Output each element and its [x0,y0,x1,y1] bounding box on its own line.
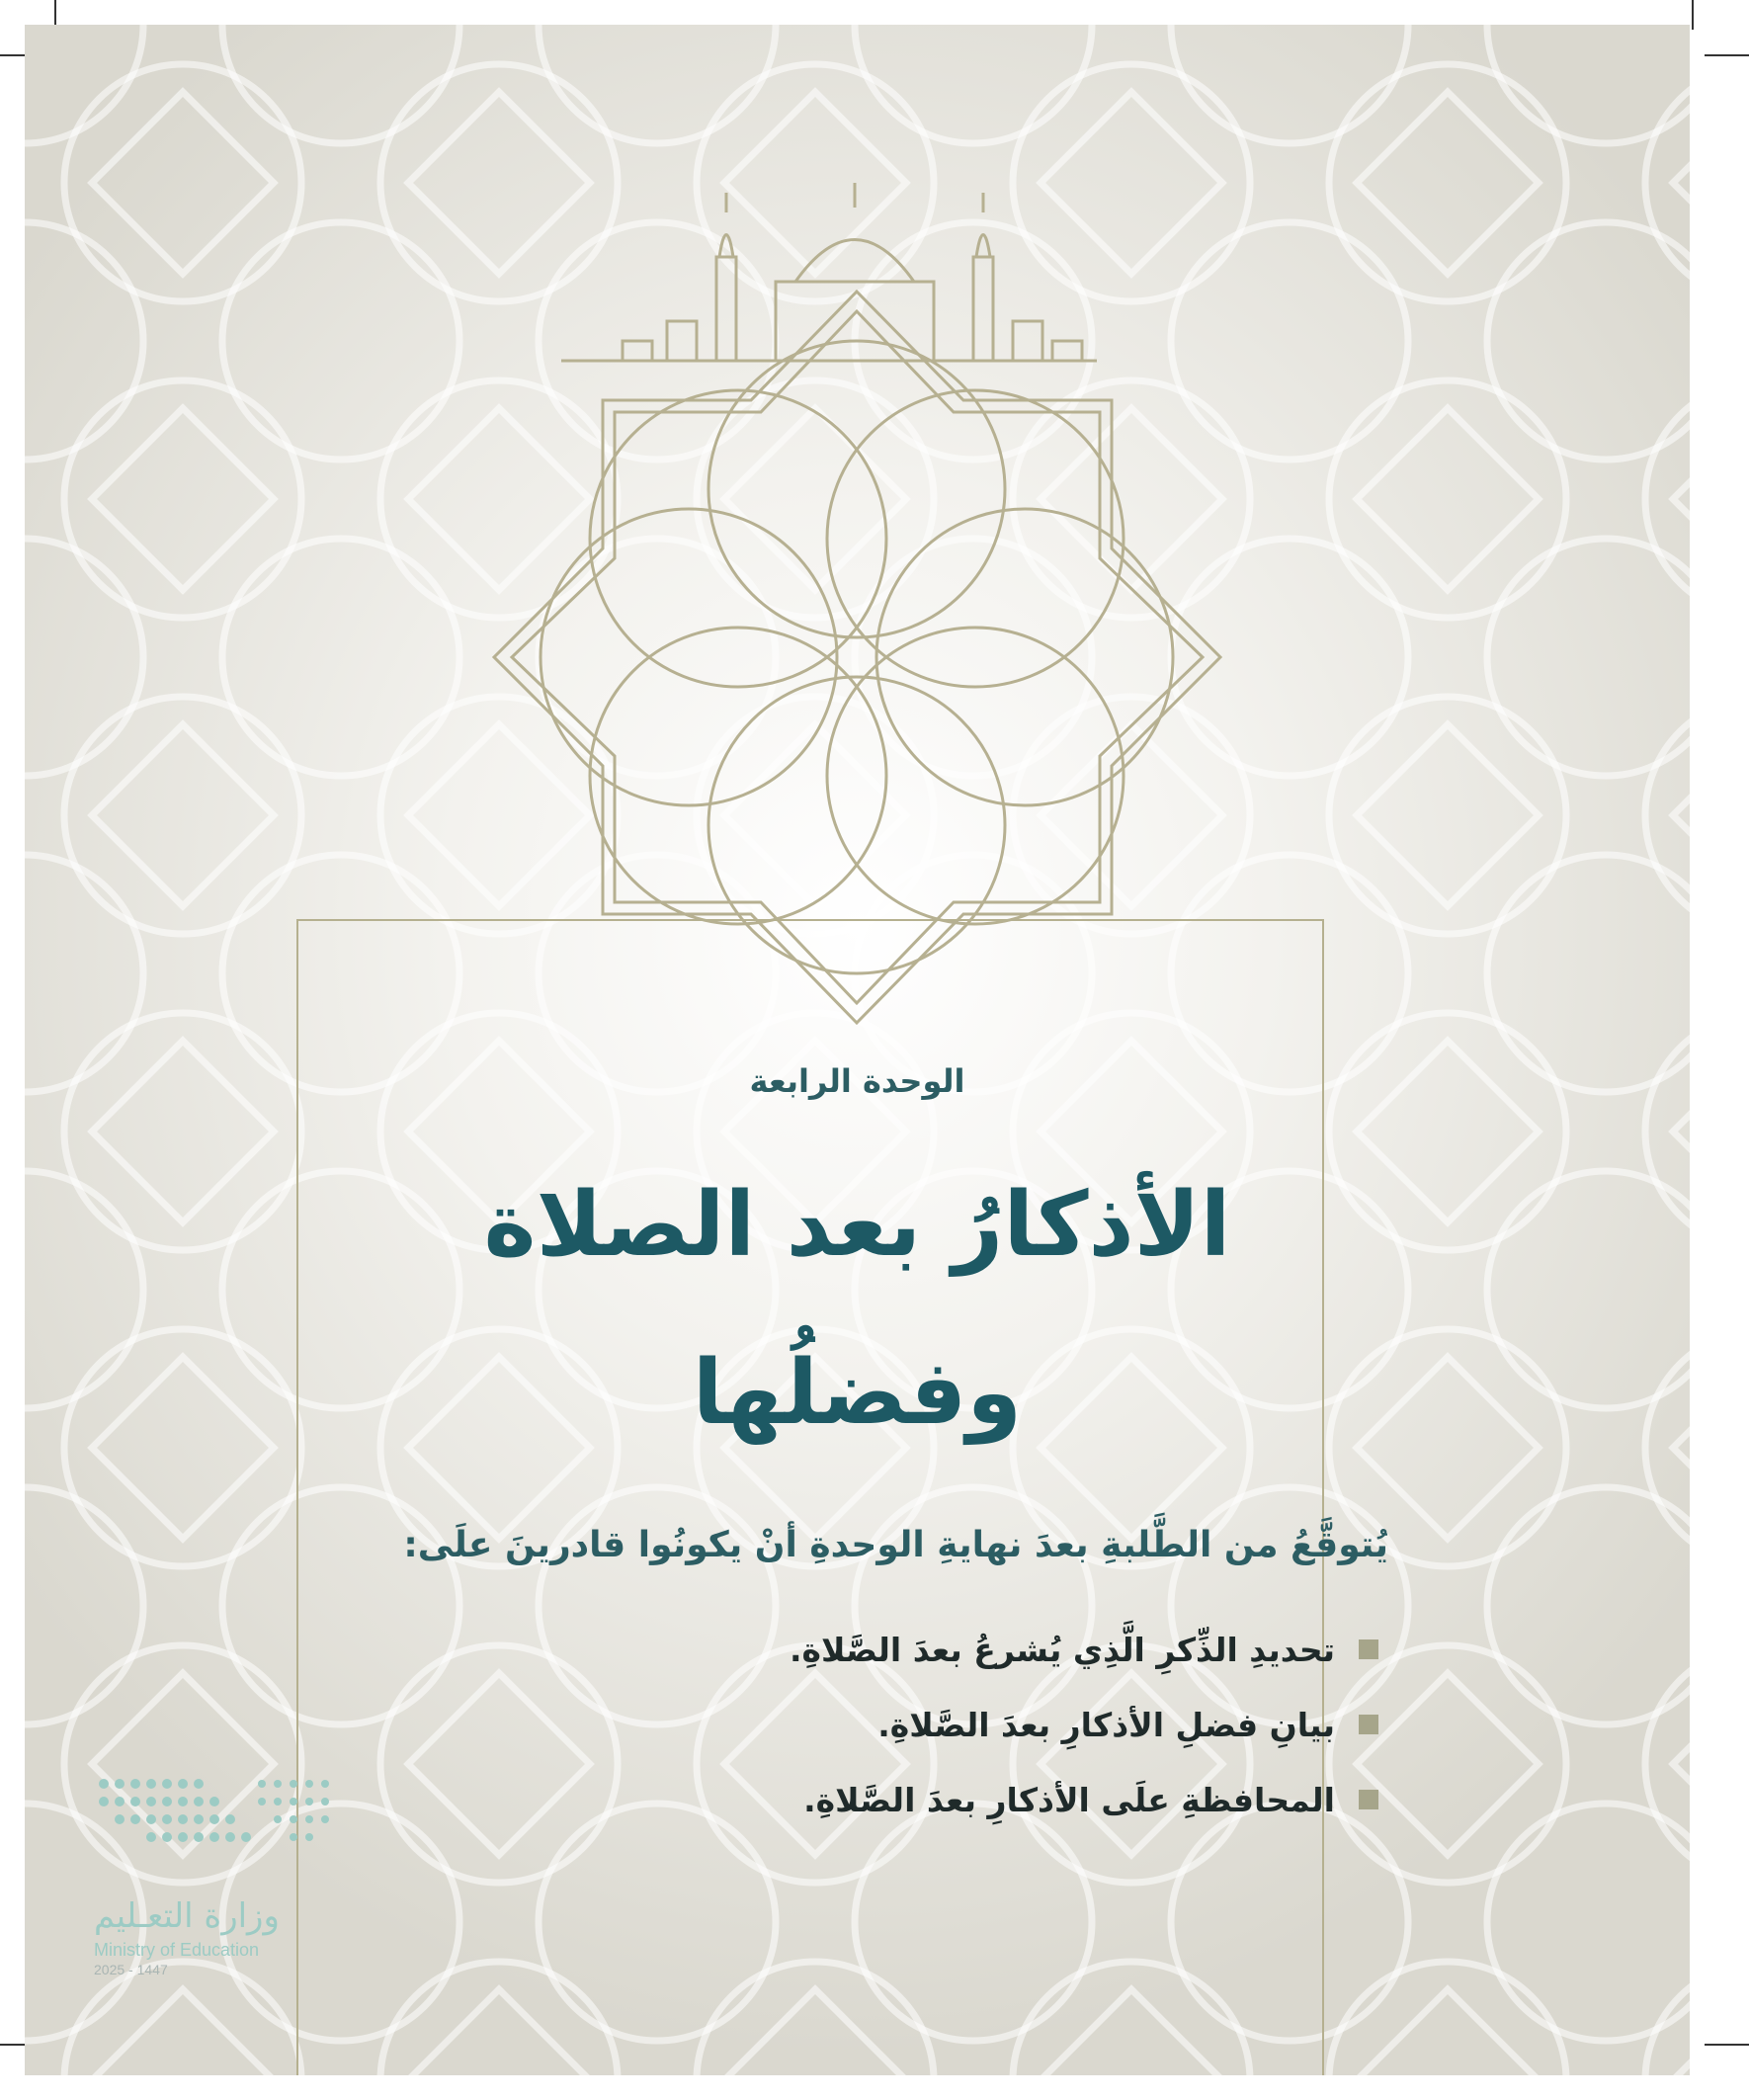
ministry-logo [94,1774,361,1977]
unit-title-line-2: وفضلُها [692,1341,1023,1445]
objective-text: بيانِ فضلِ الأذكارِ بعدَ الصَّلاةِ. [877,1705,1335,1744]
outcomes-intro: يُتوقَّعُ من الطَّلبةِ بعدَ نهايةِ الوحدةِ أنْ يكونُوا قادرينَ علَى: [403,1525,1388,1565]
objective-text: المحافظةِ علَى الأذكارِ بعدَ الصَّلاةِ. [803,1780,1335,1819]
objectives-list [790,1612,1378,1837]
ministry-name-arabic: وزارة التعـليم [94,1896,280,1936]
mosque-icon [561,183,1097,361]
square-bullet-icon [1359,1639,1378,1659]
unit-title-line-1: الأذكارُ بعد الصلاة [483,1173,1231,1277]
frame-top-line [296,919,1324,921]
list-item [790,1762,1378,1837]
ministry-dots-icon [94,1774,341,1863]
ministry-name-english: Ministry of Education [94,1940,260,1960]
ministry-year: 2025 - 1447 [94,1962,168,1977]
objective-text: تحديدِ الذِّكرِ الَّذِي يُشرعُ بعدَ الصَّلاةِ. [789,1630,1335,1669]
crop-mark [1692,0,1694,30]
square-bullet-icon [1359,1790,1378,1809]
list-item [790,1612,1378,1687]
crop-mark [1705,54,1749,56]
crop-mark [1705,2044,1749,2046]
unit-cover-page [25,25,1690,2075]
square-bullet-icon [1359,1715,1378,1734]
list-item [790,1687,1378,1762]
unit-number-label: الوحدة الرابعة [749,1062,965,1100]
